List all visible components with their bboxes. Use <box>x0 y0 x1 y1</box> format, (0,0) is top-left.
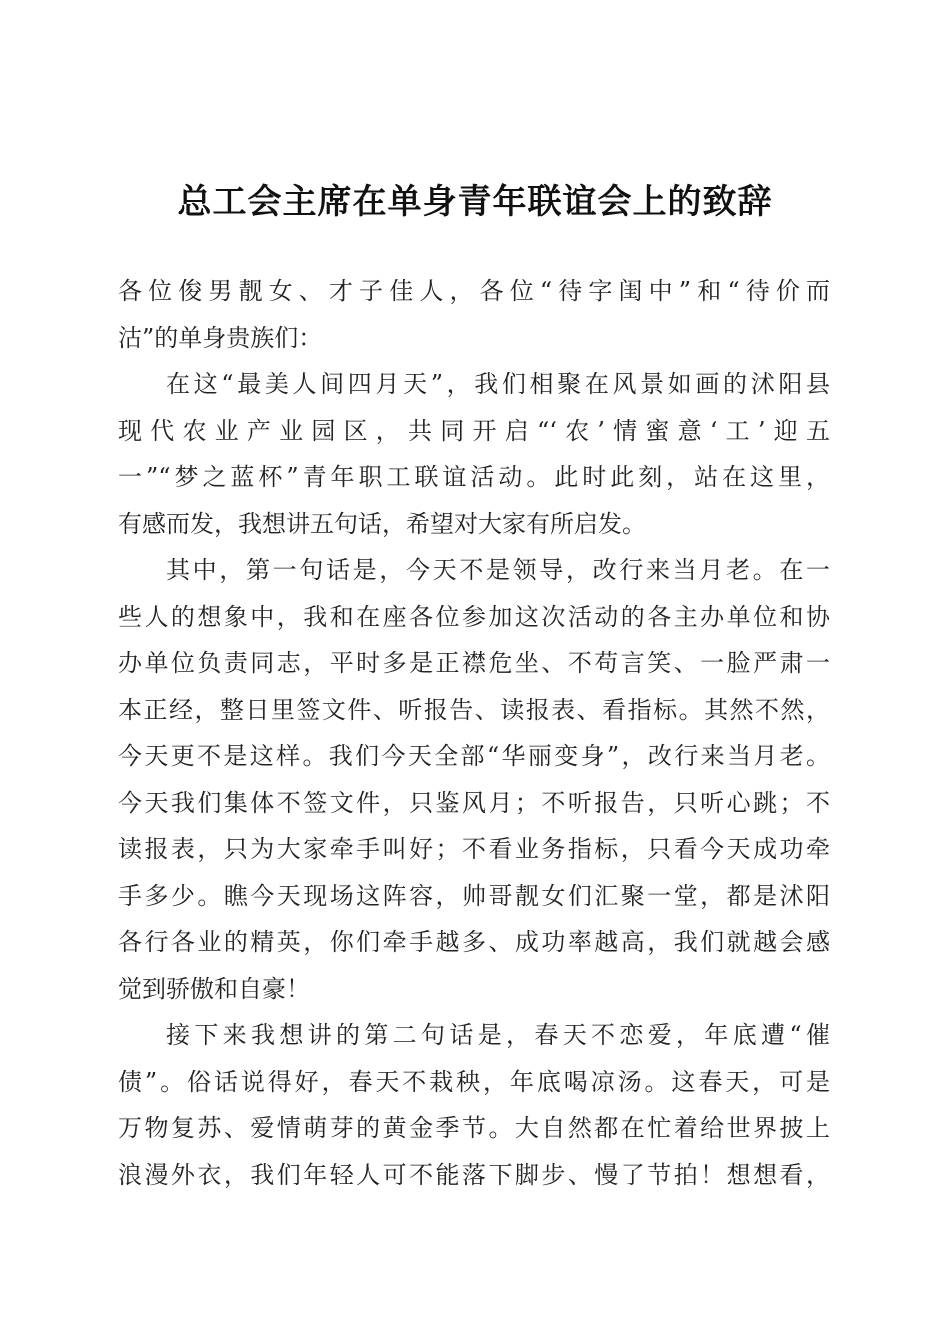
text-line: 今天更不是这样。我们今天全部“华丽变身”，改行来当月老。 <box>118 742 830 770</box>
text-line: 有感而发，我想讲五句话，希望对大家有所启发。 <box>118 509 646 538</box>
text-line: 各位俊男靓女、才子佳人，各位“待字闺中”和“待价而 <box>118 277 830 305</box>
document-title: 总工会主席在单身青年联谊会上的致辞 <box>177 182 773 222</box>
text-line: 沽”的单身贵族们： <box>118 323 323 352</box>
paragraph-salutation <box>118 268 830 361</box>
text-line: 在这“最美人间四月天”，我们相聚在风景如画的沭阳县 <box>166 370 830 398</box>
document-body <box>118 268 830 1198</box>
text-line: 手多少。瞧今天现场这阵容，帅哥靓女们汇聚一堂，都是沭阳 <box>118 881 830 910</box>
paragraph-opening <box>118 361 830 547</box>
text-line: 其中，第一句话是，今天不是领导，改行来当月老。在一 <box>166 556 830 584</box>
text-line: 今天我们集体不签文件，只鉴风月；不听报告，只听心跳；不 <box>118 788 830 817</box>
text-line: 读报表，只为大家牵手叫好；不看业务指标，只看今天成功牵 <box>118 835 830 863</box>
text-line: 浪漫外衣，我们年轻人可不能落下脚步、慢了节拍！想想看， <box>118 1160 830 1189</box>
text-line: 现代农业产业园区，共同开启“‘农’情蜜意‘工’迎五 <box>118 416 830 445</box>
text-line: 接下来我想讲的第二句话是，春天不恋爱，年底遭“催 <box>166 1021 830 1049</box>
text-line: 各行各业的精英，你们牵手越多、成功率越高，我们就越会感 <box>118 928 830 956</box>
text-line: 觉到骄傲和自豪！ <box>118 974 310 1003</box>
text-line: 一”“梦之蓝杯”青年职工联谊活动。此时此刻，站在这里， <box>118 463 830 491</box>
paragraph-first-point <box>118 547 830 1012</box>
text-line: 债”。俗话说得好，春天不栽秧，年底喝凉汤。这春天，可是 <box>118 1067 830 1096</box>
text-line: 万物复苏、爱情萌芽的黄金季节。大自然都在忙着给世界披上 <box>118 1114 830 1142</box>
text-line: 办单位负责同志，平时多是正襟危坐、不苟言笑、一脸严肃一 <box>118 649 830 677</box>
text-line: 些人的想象中，我和在座各位参加这次活动的各主办单位和协 <box>118 602 830 631</box>
text-line: 本正经，整日里签文件、听报告、读报表、看指标。其然不然， <box>118 695 830 724</box>
paragraph-second-point <box>118 1012 830 1198</box>
